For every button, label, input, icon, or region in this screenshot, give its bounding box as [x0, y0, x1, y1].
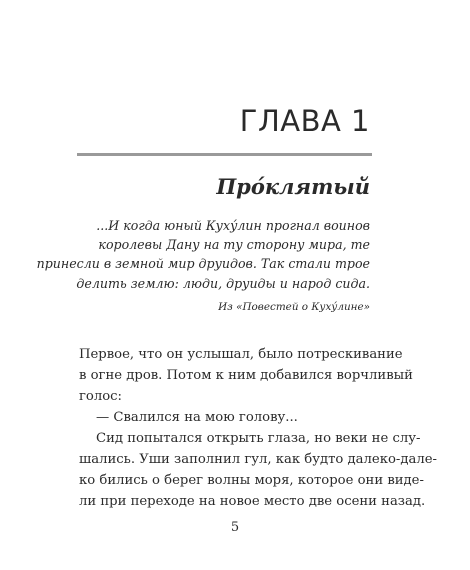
body-line: в огне дров. Потом к ним добавился ворчливый	[79, 368, 413, 383]
epigraph-source: Из «Повестей о Куху́лине»	[218, 301, 370, 313]
body-line: ли при переходе на новое место две осени назад.	[79, 494, 426, 509]
body-text	[79, 344, 437, 512]
body-line: Первое, что он услышал, было потрескивание	[79, 347, 403, 362]
epigraph-line: делить землю: люди, друиды и народ сида.	[76, 275, 370, 291]
body-line: шались. Уши заполнил гул, как будто далеко-дале-	[79, 452, 437, 467]
body-line: Сид попытался открыть глаза, но веки не слу-	[96, 431, 421, 446]
body-line: — Свалился на мою голову...	[96, 410, 298, 425]
page-number: 5	[230, 520, 240, 535]
epigraph-line: королевы Дану на ту сторону мира, те	[98, 237, 370, 253]
chapter-title: Про́клятый	[216, 174, 370, 199]
chapter-heading: ГЛАВА 1	[239, 104, 370, 138]
chapter-divider	[77, 153, 372, 156]
body-line: голос:	[79, 389, 122, 404]
epigraph-line: ...И когда юный Куху́лин прогнал воинов	[96, 218, 370, 233]
epigraph-line: принесли в земной мир друидов. Так стали трое	[36, 256, 370, 272]
body-line: ко бились о берег волны моря, которое они виде-	[79, 473, 424, 488]
epigraph	[37, 216, 370, 293]
